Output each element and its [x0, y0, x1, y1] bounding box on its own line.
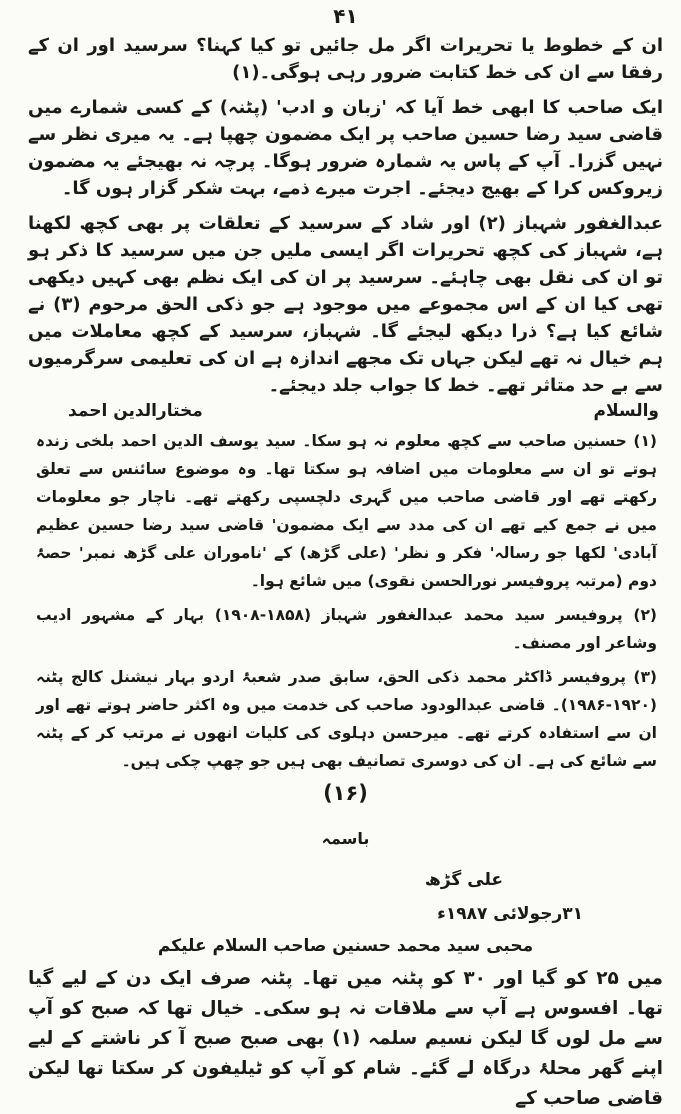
letter-number: (۱۶) — [323, 781, 368, 805]
footnote: (۲) پروفیسر سید محمد عبدالغفور شہباز (۱۸۵۸-۱۹۰۸) بہار کے مشہور ادیب وشاعر اور مصنف۔ — [36, 606, 657, 652]
footnotes — [28, 427, 663, 775]
page-number: ۴۱ — [333, 4, 358, 28]
signature: مختارالدین احمد — [68, 401, 203, 421]
footnote: (۱) حسنین صاحب سے کچھ معلوم نہ ہو سکا۔ سید یوسف الدین احمد بلخی زندہ ہوتے تو ان سے معلومات میں اضافہ ہو سکتا تھا۔ وہ موضوع سائنس سے تعلق رکھتے تھے اور قاضی صاحب میں گہری دلچسپی رکھتے تھے۔ ناچار جو معلومات میں نے جمع کیے تھے ان کی مدد سے ایک مضمون' قاضی سید رضا حسین عظیم آبادی' لکھا جو رسالہ' فکر و نظر' (علی گڑھ) کے 'ناموران علی گڑھ نمبر' حصۂ دوم (مرتبہ پروفیسر نورالحسن نقوی) میں شائع ہوا۔ — [36, 432, 657, 590]
signoff — [28, 401, 659, 421]
paragraph: ان کے خطوط یا تحریرات اگر مل جائیں تو کیا کہنا؟ سرسید اور ان کے رفقا سے ان کی خط کتابت ضرور رہی ہوگی۔(۱) — [28, 35, 663, 83]
letter-addressee: محبی سید محمد حسنین صاحب السلام علیکم — [157, 936, 534, 956]
main-text — [28, 32, 663, 399]
letter-body — [28, 964, 663, 1114]
footnote: (۳) پروفیسر ڈاکٹر محمد ذکی الحق، سابق صدر شعبۂ اردو بہار نیشنل کالج پٹنہ (۱۹۲۰-۱۹۸۶)۔ قاضی عبدالودود صاحب کی خدمت میں وہ اکثر حاضر ہوتے تھے اور ان سے استفادہ کرتے تھے۔ میرحسن دہلوی کی کلیات انھوں نے مرتب کر کے پٹنہ سے شائع کی ہے۔ ان کی دوسری تصانیف بھی ہیں جو چھپ چکی ہیں۔ — [36, 668, 657, 770]
letter-date: ۳۱رجولائی ۱۹۸۷ء — [437, 904, 583, 924]
paragraph: ایک صاحب کا ابھی خط آیا کہ 'زبان و ادب' (پٹنہ) کے کسی شمارے میں قاضی سید رضا حسین صاحب پر ایک مضمون چھپا ہے۔ یہ میری نظر سے نہیں گزرا۔ آپ کے پاس یہ شمارہ ضرور ہوگا۔ پرچہ نہ بھیجئے یہ مضمون زیروکس کرا کے بھیج دیجئے۔ اجرت میرے ذمے، بہت شکر گزار ہوں گا۔ — [28, 97, 663, 199]
letter-paragraph: میں ۲۵ کو گیا اور ۳۰ کو پٹنہ میں تھا۔ پٹنہ صرف ایک دن کے لیے گیا تھا۔ افسوس ہے آپ سے ملاقات نہ ہو سکی۔ خیال تھا کہ صبح کو آپ سے مل لوں گا لیکن نسیم سلمہ (۱) بھی صبح صبح آ کر ناشتے کے لیے اپنے گھر محلۂ درگاہ لے گئے۔ شام کو آپ کو ٹیلیفون کر سکتا تھا لیکن قاضی صاحب کے — [28, 968, 663, 1109]
paragraph: عبدالغفور شہباز (۲) اور شاد کے سرسید کے تعلقات پر بھی کچھ لکھنا ہے، شہباز کی کچھ تحریرات اگر ایسی ملیں جن میں سرسید کا ذکر ہو تو ان کی نقل بھی چاہئے۔ سرسید پر ان کی ایک نظم بھی کہیں دیکھی تھی کیا ان کے اس مجموعے میں موجود ہے جو ذکی الحق مرحوم (۳) نے شائع کیا ہے؟ ذرا دیکھ لیجئے گا۔ شہباز، سرسید کے کچھ معاملات میں ہم خیال نہ تھے لیکن جہاں تک مجھے اندازہ ہے ان کی تعلیمی سرگرمیوں سے بے حد متاثر تھے۔ خط کا جواب جلد دیجئے۔ — [28, 213, 663, 396]
letter-place: علی گڑھ — [424, 870, 503, 890]
closing: والسلام — [593, 401, 659, 421]
letter-heading: باسمہ — [321, 829, 370, 848]
